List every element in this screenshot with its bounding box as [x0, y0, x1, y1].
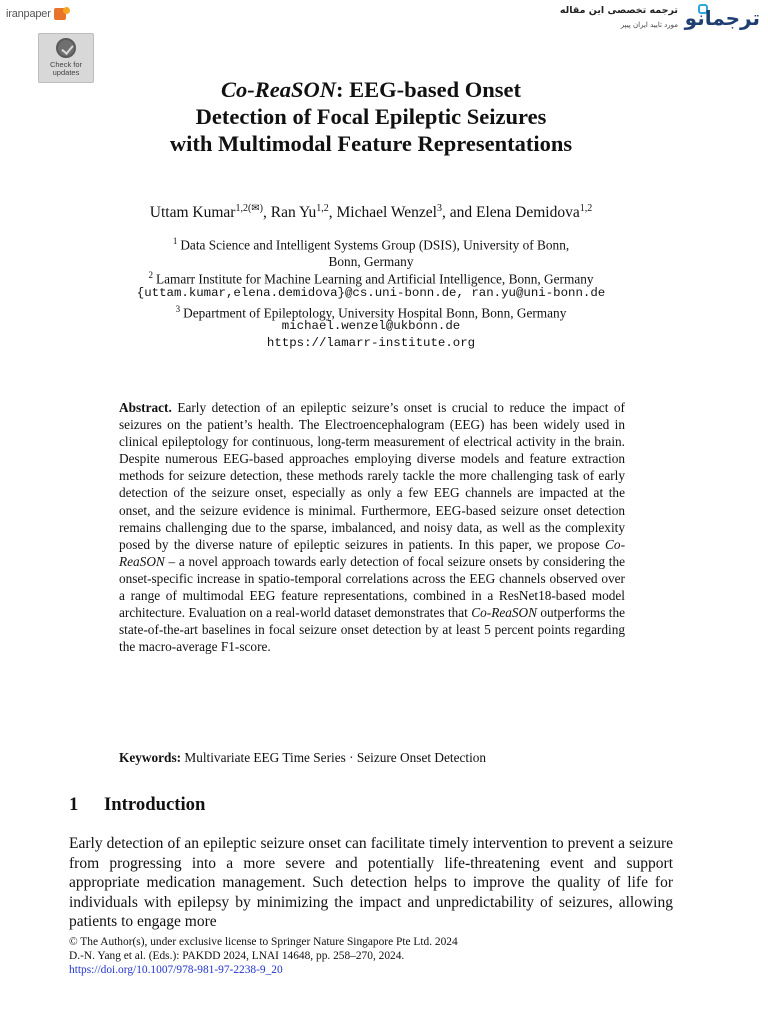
keywords [119, 749, 639, 766]
affiliation-1-number: 1 [172, 236, 178, 246]
institute-url[interactable]: https://lamarr-institute.org [266, 336, 476, 350]
affiliation-3-number: 3 [175, 304, 181, 314]
author-3: , Michael Wenzel [328, 204, 437, 222]
tarjomano-logo[interactable] [559, 2, 764, 36]
abstract [119, 399, 625, 655]
author-2: , Ran Yu [263, 204, 317, 222]
paper-title [60, 76, 682, 157]
author-2-affil: 1,2 [316, 203, 329, 214]
author-4: , and Elena Demidova [441, 204, 580, 222]
introduction-paragraph: Early detection of an epileptic seizure onset can facilitate timely intervention to prevent a seizure from progressing into a more severe and potentially life-threatening event and support appropriate medication management. Such detection helps to improve the quality of life for individuals with epilepsy by minimizing the impact and unpredictability of seizures, allowing patients to engage more [69, 835, 673, 930]
affiliation-2-number: 2 [148, 270, 153, 280]
iranpaper-logo-text: iranpaper [6, 8, 51, 20]
abstract-text-1: Early detection of an epileptic seizure’s onset is crucial to reduce the impact of seizures on the patient’s health. The Electroencephalogram (EEG) has been widely used in clinical epileptology for continuous, long-term measurement of electrical activity in the brain. Despite numerous EEG-based approaches employing diverse models and feature extraction methods for seizure detection, these methods rarely tackle the more challenging task of early detection of the seizure onset, especially as only a few EEG channels are impacted at the onset, and the seizure evidence is minimal. Furthermore, EEG-based seizure onset detection remains challenging due to the sparse, imbalanced, and noisy data, as well as the complexity posed by the diverse nature of epileptic seizures in patients. In this paper, we propose [119, 400, 625, 552]
iranpaper-logo[interactable] [6, 4, 92, 24]
title-line2: Detection of Focal Epileptic Seizures [195, 104, 547, 129]
copyright-line: © The Author(s), under exclusive license to Springer Nature Singapore Pte Ltd. 2024 [69, 936, 458, 948]
abstract-method-1: Co-ReaSON [119, 536, 625, 569]
affiliation-1-line2: Bonn, Germany [328, 254, 414, 270]
affiliation-3-text: Department of Epileptology, University Hospital Bonn, Bonn, Germany [183, 305, 567, 321]
affiliation-1-line1: Data Science and Intelligent Systems Group (DSIS), University of Bonn, [180, 237, 570, 253]
author-list [40, 199, 702, 223]
affiliation-1 [60, 233, 682, 270]
title-line1-rest: : EEG-based Onset [335, 77, 522, 102]
author-1-affil[interactable]: 1,2(✉) [235, 203, 263, 214]
abstract-text-2: – a novel approach towards early detection of focal seizure onsets by considering the onset-specific increase in spatio-temporal correlations across the EEG channels observed over a range of multimodal EEG feature representations, combined in a ResNet18-based model architecture. Evaluation on a real-world dataset demonstrates that [119, 553, 625, 621]
section-heading [69, 793, 205, 817]
crossmark-icon [56, 38, 76, 58]
tarjomano-tagline: ترجمه تخصصی این مقاله [559, 5, 678, 16]
section-number: 1 [69, 794, 79, 815]
updates-label: updates [52, 68, 80, 77]
check-for-label: Check for [49, 60, 83, 69]
proceedings-line: D.-N. Yang et al. (Eds.): PAKDD 2024, LNAI 14648, pp. 258–270, 2024. [69, 950, 405, 962]
tarjomano-brand: ترجمانو [684, 6, 760, 30]
abstract-label: Abstract. [119, 400, 172, 415]
abstract-text-3: outperforms the state-of-the-art baselines in focal seizure onset detection by at least 5 percent points regarding the macro-average F1-score. [119, 605, 625, 655]
author-4-affil: 1,2 [579, 203, 593, 214]
check-for-updates-label [39, 61, 93, 77]
title-line3: with Multimodal Feature Representations [169, 131, 573, 156]
affiliation-2-text: Lamarr Institute for Machine Learning and Artificial Intelligence, Bonn, Germany [155, 271, 594, 287]
abstract-method-2: Co-ReaSON [471, 605, 538, 621]
doi-link[interactable]: https://doi.org/10.1007/978-981-97-2238-9_20 [69, 964, 283, 976]
email-2[interactable]: michael.wenzel@ukbonn.de [281, 319, 461, 333]
author-1: Uttam Kumar [149, 204, 236, 222]
tarjomano-subtagline: مورد تایید ایران پیپر [620, 21, 678, 29]
copyright-footer [69, 935, 673, 977]
email-1[interactable]: {uttam.kumar,elena.demidova}@cs.uni-bonn.de, ran.yu@uni-bonn.de [136, 286, 606, 300]
title-method-name: Co-ReaSON [220, 77, 336, 102]
iranpaper-dot-icon [63, 7, 70, 14]
keywords-text: Multivariate EEG Time Series · Seizure Onset Detection [181, 750, 487, 765]
keywords-label: Keywords: [119, 750, 182, 765]
author-3-affil: 3 [436, 203, 442, 214]
section-title: Introduction [104, 794, 206, 815]
